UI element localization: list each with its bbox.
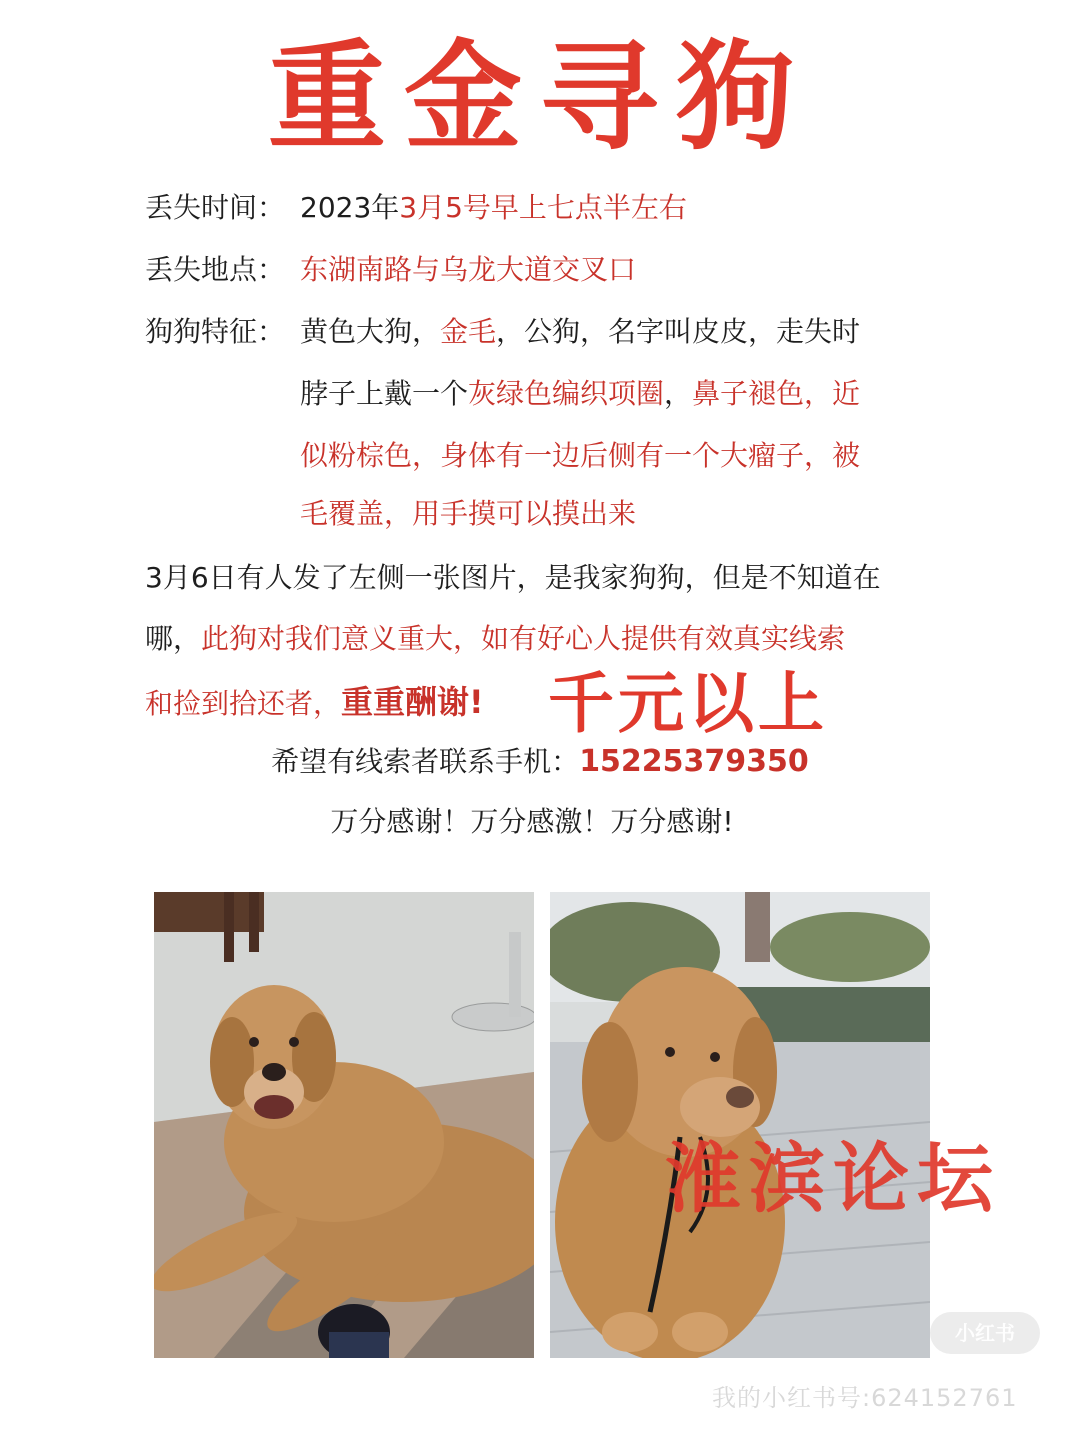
- lost-time-label: 丢失时间：: [145, 191, 286, 224]
- features-line1-a: 黄色大狗，: [300, 315, 441, 348]
- reward-amount: 千元以上: [548, 665, 828, 742]
- features-line2-c: ，: [664, 377, 693, 410]
- lost-place-value: 东湖南路与乌龙大道交叉口: [300, 253, 637, 286]
- notice-line3: [145, 680, 484, 726]
- notice-line2: [145, 617, 845, 661]
- lost-place-label: 丢失地点：: [145, 253, 286, 286]
- features-line3: 似粉棕色，身体有一边后侧有一个大瘤子，被: [300, 439, 861, 472]
- contact-label: 希望有线索者联系手机：: [271, 745, 580, 778]
- features-line2-b: 灰绿色编织项圈: [468, 377, 665, 410]
- notice-line3-a: 和捡到拾还者，: [145, 687, 342, 720]
- lost-time-year: 2023年: [300, 191, 400, 224]
- thanks-line: 万分感谢！万分感激！万分感谢!: [330, 805, 734, 838]
- features-line2-d: 鼻子褪色，近: [692, 377, 861, 410]
- features-line2: [300, 372, 860, 416]
- forum-watermark: 淮滨论坛: [665, 1134, 1001, 1223]
- notice-line2-a: 哪，: [145, 622, 202, 655]
- lost-time-value: 3月5号早上七点半左右: [399, 191, 687, 224]
- notice-line3-b: 重重酬谢!: [341, 683, 484, 721]
- xiaohongshu-logo: 小红书: [930, 1312, 1040, 1354]
- dog-photo-lying-illustration: [154, 892, 534, 1358]
- notice-line2-b: 此狗对我们意义重大，如有好心人提供有效真实线索: [201, 622, 846, 655]
- contact-line: [0, 740, 1080, 784]
- features-row: [145, 310, 860, 354]
- features-label: 狗狗特征：: [145, 315, 286, 348]
- features-line1-c: ，公狗，名字叫皮皮，走失时: [496, 315, 861, 348]
- lost-time-row: [145, 186, 687, 230]
- contact-phone: 15225379350: [579, 744, 809, 779]
- features-line1-b: 金毛: [440, 315, 497, 348]
- dog-photo-lying: [154, 892, 534, 1358]
- features-line2-a: 脖子上戴一个: [300, 377, 469, 410]
- lost-place-row: [145, 248, 636, 292]
- features-line4: 毛覆盖，用手摸可以摸出来: [300, 497, 637, 530]
- poster-title: 重金寻狗: [267, 28, 812, 166]
- xiaohongshu-id: 我的小红书号:624152761: [712, 1384, 1018, 1412]
- notice-line1: 3月6日有人发了左侧一张图片，是我家狗狗，但是不知道在: [145, 561, 881, 594]
